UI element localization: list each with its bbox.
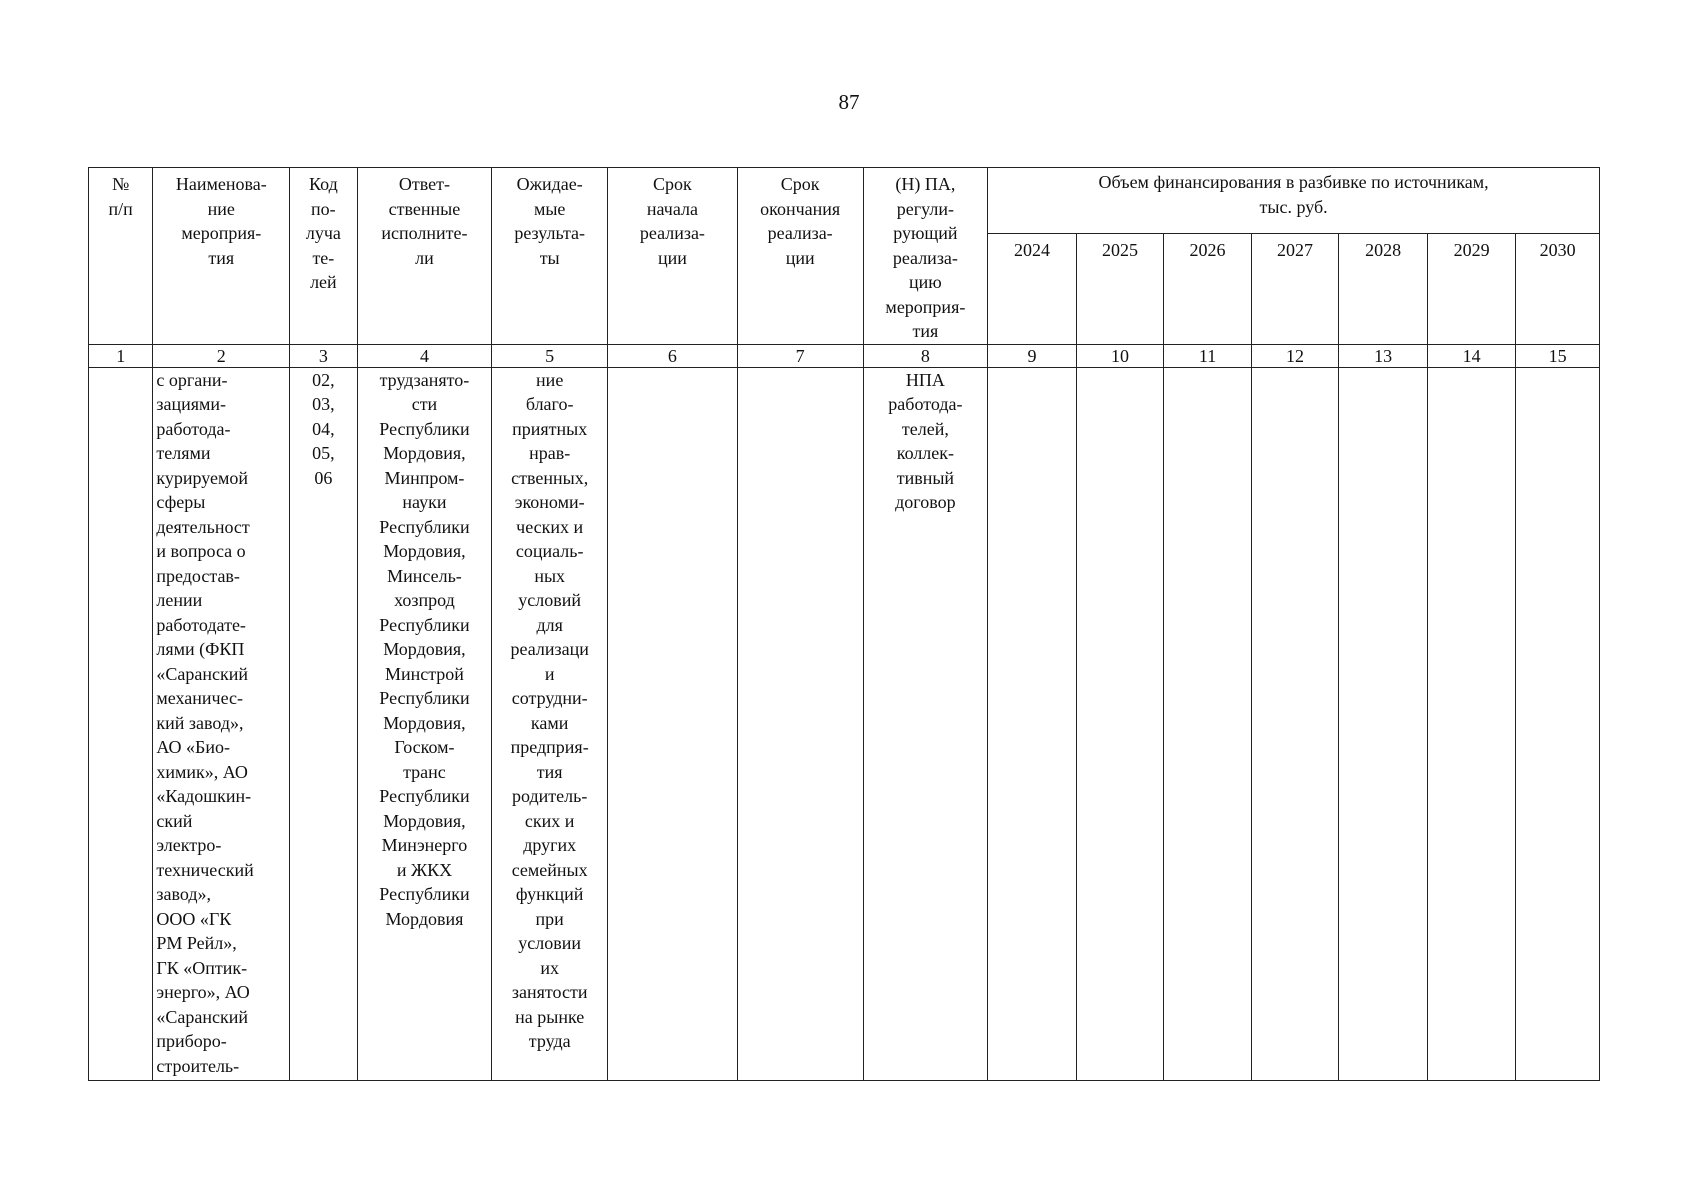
cell-line: РМ Рейл», — [156, 933, 237, 953]
header-responsible — [357, 168, 492, 345]
cell-line: окончания — [760, 198, 841, 219]
cell-line: строитель- — [156, 1055, 240, 1076]
cell-line: химик», АО — [156, 761, 248, 782]
header-year: 2025 — [1076, 233, 1164, 344]
cell-line: ние — [536, 369, 564, 390]
cell-line: науки — [402, 492, 447, 512]
financing-cell — [1251, 367, 1339, 1080]
column-number: 7 — [737, 344, 863, 367]
cell-line: Ответ- — [398, 174, 450, 194]
cell-line: реализаци — [510, 639, 589, 659]
header-end-date — [737, 168, 863, 345]
column-number: 14 — [1427, 344, 1516, 367]
cell-line: экономи- — [514, 492, 585, 512]
cell-line: Объем финансирования в разбивке по источникам, — [1098, 172, 1489, 192]
cell-line: начала — [646, 198, 698, 219]
cell-line: с органи- — [156, 369, 228, 390]
column-number-row — [89, 344, 1600, 367]
cell-line: трудзанято- — [379, 369, 470, 390]
header-year: 2024 — [988, 233, 1077, 344]
cell-line: лями (ФКП — [156, 639, 245, 659]
cell-line: их — [540, 957, 559, 978]
header-row — [89, 168, 1600, 234]
cell-line: предостав- — [156, 565, 240, 586]
cell-line: ли — [415, 247, 434, 268]
row-number — [89, 367, 153, 1080]
header-expected-results — [492, 168, 608, 345]
cell-line: сти — [411, 394, 438, 414]
cell-line: Мордовия, — [383, 810, 466, 831]
cell-line: семейных — [511, 859, 588, 880]
cell-line: № — [112, 174, 130, 194]
cell-line: кий завод», — [156, 712, 244, 733]
header-year: 2027 — [1251, 233, 1339, 344]
cell-line: ООО «ГК — [156, 908, 232, 929]
cell-line: цию — [909, 272, 942, 292]
cell-line: работода- — [156, 418, 231, 439]
cell-line: лей — [310, 272, 337, 292]
cell-line: условий — [518, 590, 582, 610]
cell-line: ГК «Оптик- — [156, 957, 248, 978]
cell-line: ственные — [388, 198, 461, 219]
cell-line: 06 — [314, 467, 333, 488]
cell-line: Республики — [379, 884, 470, 904]
cell-line: ский — [156, 810, 193, 831]
cell-line: ции — [657, 247, 687, 268]
header-recipient-code — [290, 168, 357, 345]
column-number: 3 — [290, 344, 357, 367]
cell-line: Минсель- — [387, 565, 462, 586]
cell-line: Минстрой — [384, 663, 464, 684]
cell-line: при — [535, 908, 564, 929]
cell-line: занятости — [511, 982, 588, 1002]
end-date-cell — [737, 367, 863, 1080]
cell-line: Республики — [379, 418, 470, 439]
cell-line: курируемой — [156, 467, 249, 488]
cell-line: и — [544, 663, 555, 684]
cell-line: технический — [156, 859, 254, 880]
cell-line: по- — [311, 198, 336, 219]
cell-line: Мордовия, — [383, 541, 466, 561]
column-number: 12 — [1251, 344, 1339, 367]
cell-line: коллек- — [896, 443, 955, 463]
cell-line: тия — [208, 247, 235, 268]
cell-line: родитель- — [512, 786, 588, 806]
cell-line: ских и — [524, 810, 575, 831]
cell-line: Республики — [379, 614, 470, 635]
cell-line: условии — [518, 933, 582, 953]
cell-line: Минэнерго — [381, 835, 468, 855]
cell-line: «Саранский — [156, 663, 248, 684]
cell-line: функций — [515, 884, 584, 904]
cell-line: сферы — [156, 492, 206, 512]
column-number: 13 — [1339, 344, 1428, 367]
column-number: 9 — [988, 344, 1077, 367]
cell-line: НПА — [905, 369, 945, 390]
table-row — [89, 367, 1600, 1080]
cell-line: реализа- — [892, 247, 958, 268]
cell-line: п/п — [108, 198, 133, 219]
column-number: 15 — [1516, 344, 1600, 367]
cell-line: Срок — [780, 174, 820, 194]
cell-line: тия — [912, 321, 939, 341]
cell-line: исполните- — [381, 223, 468, 243]
cell-line: Код — [308, 174, 338, 194]
cell-line: электро- — [156, 835, 222, 855]
cell-line: 03, — [312, 394, 335, 414]
column-number: 4 — [357, 344, 492, 367]
cell-line: Мордовия — [385, 908, 464, 929]
header-year: 2030 — [1516, 233, 1600, 344]
cell-line: ками — [530, 712, 569, 733]
header-financing — [988, 168, 1600, 234]
cell-line: 04, — [312, 418, 335, 439]
cell-line: транс — [403, 761, 446, 782]
column-number: 11 — [1164, 344, 1252, 367]
cell-line: Ожидае- — [516, 174, 583, 194]
cell-line: приятных — [512, 418, 588, 439]
column-number: 8 — [863, 344, 988, 367]
financing-cell — [1076, 367, 1164, 1080]
financing-cell — [1164, 367, 1252, 1080]
financing-cell — [1427, 367, 1516, 1080]
cell-line: работодате- — [156, 614, 246, 635]
cell-line: «Кадошкин- — [156, 786, 252, 806]
cell-line: предприя- — [510, 737, 589, 757]
cell-line: социаль- — [515, 541, 584, 561]
column-number: 6 — [608, 344, 738, 367]
cell-line: труда — [528, 1031, 571, 1051]
cell-line: и вопроса о — [156, 541, 246, 561]
cell-line: Республики — [379, 688, 470, 708]
cell-line: ты — [539, 247, 560, 268]
cell-line: результа- — [514, 223, 586, 243]
cell-line: деятельност — [156, 516, 250, 537]
cell-line: реализа- — [767, 223, 833, 243]
financing-cell — [1339, 367, 1428, 1080]
header-regulating-act — [863, 168, 988, 345]
cell-line: луча — [305, 223, 341, 243]
header-year: 2026 — [1164, 233, 1252, 344]
cell-line: завод», — [156, 884, 211, 904]
cell-line: ных — [534, 565, 566, 586]
header-start-date — [608, 168, 738, 345]
cell-line: работода- — [888, 394, 963, 414]
cell-line: для — [536, 614, 563, 635]
cell-line: те- — [312, 247, 335, 268]
column-number: 10 — [1076, 344, 1164, 367]
cell-line: АО «Био- — [156, 737, 230, 757]
cell-line: нрав- — [529, 443, 571, 463]
cell-line: рующий — [893, 223, 958, 243]
cell-line: «Саранский — [156, 1006, 248, 1027]
cell-line: энерго», АО — [156, 982, 250, 1002]
cell-line: ственных, — [511, 467, 589, 488]
header-activity-name — [153, 168, 290, 345]
recipient-code-cell — [290, 367, 357, 1080]
cell-line: хозпрод — [394, 590, 455, 610]
regulating-act-cell — [863, 367, 988, 1080]
cell-line: Наименова- — [175, 174, 267, 194]
cell-line: договор — [895, 492, 956, 512]
cell-line: Республики — [379, 516, 470, 537]
cell-line: Госком- — [394, 737, 455, 757]
cell-line: телями — [156, 443, 211, 463]
cell-line: лении — [156, 590, 203, 610]
expected-results-cell — [492, 367, 608, 1080]
cell-line: мые — [533, 198, 566, 219]
cell-line: и ЖКХ — [396, 859, 453, 880]
cell-line: тивный — [896, 467, 955, 488]
cell-line: 02, — [312, 369, 335, 390]
cell-line: реализа- — [639, 223, 705, 243]
cell-line: Минпром- — [384, 467, 465, 488]
cell-line: на рынке — [515, 1006, 585, 1027]
cell-line: регули- — [896, 198, 954, 219]
cell-line: тыс. руб. — [1259, 196, 1328, 217]
cell-line: Мордовия, — [383, 639, 466, 659]
column-number: 2 — [153, 344, 290, 367]
header-number — [89, 168, 153, 345]
cell-line: (Н) ПА, — [895, 174, 956, 194]
column-number: 1 — [89, 344, 153, 367]
cell-line: мероприя- — [181, 223, 262, 243]
responsible-cell — [357, 367, 492, 1080]
financing-cell — [988, 367, 1077, 1080]
cell-line: Республики — [379, 786, 470, 806]
page-number: 87 — [838, 90, 860, 114]
cell-line: ции — [785, 247, 815, 268]
header-year: 2028 — [1339, 233, 1428, 344]
cell-line: телей, — [901, 418, 949, 439]
financing-cell — [1516, 367, 1600, 1080]
cell-line: приборо- — [156, 1031, 227, 1051]
cell-line: 05, — [312, 443, 335, 463]
cell-line: других — [523, 835, 577, 855]
cell-line: тия — [536, 761, 563, 782]
cell-line: ние — [207, 198, 235, 219]
cell-line: Срок — [653, 174, 692, 194]
cell-line: благо- — [525, 394, 574, 414]
activities-table — [88, 167, 1600, 1081]
cell-line: Мордовия, — [383, 712, 466, 733]
cell-line: Мордовия, — [383, 443, 466, 463]
activity-name-cell — [153, 367, 290, 1080]
header-year: 2029 — [1427, 233, 1516, 344]
cell-line: зациями- — [156, 394, 227, 414]
cell-line: мероприя- — [885, 296, 966, 317]
start-date-cell — [608, 367, 738, 1080]
cell-line: механичес- — [156, 688, 244, 708]
cell-line: ческих и — [516, 516, 584, 537]
cell-line: сотрудни- — [511, 688, 588, 708]
column-number: 5 — [492, 344, 608, 367]
